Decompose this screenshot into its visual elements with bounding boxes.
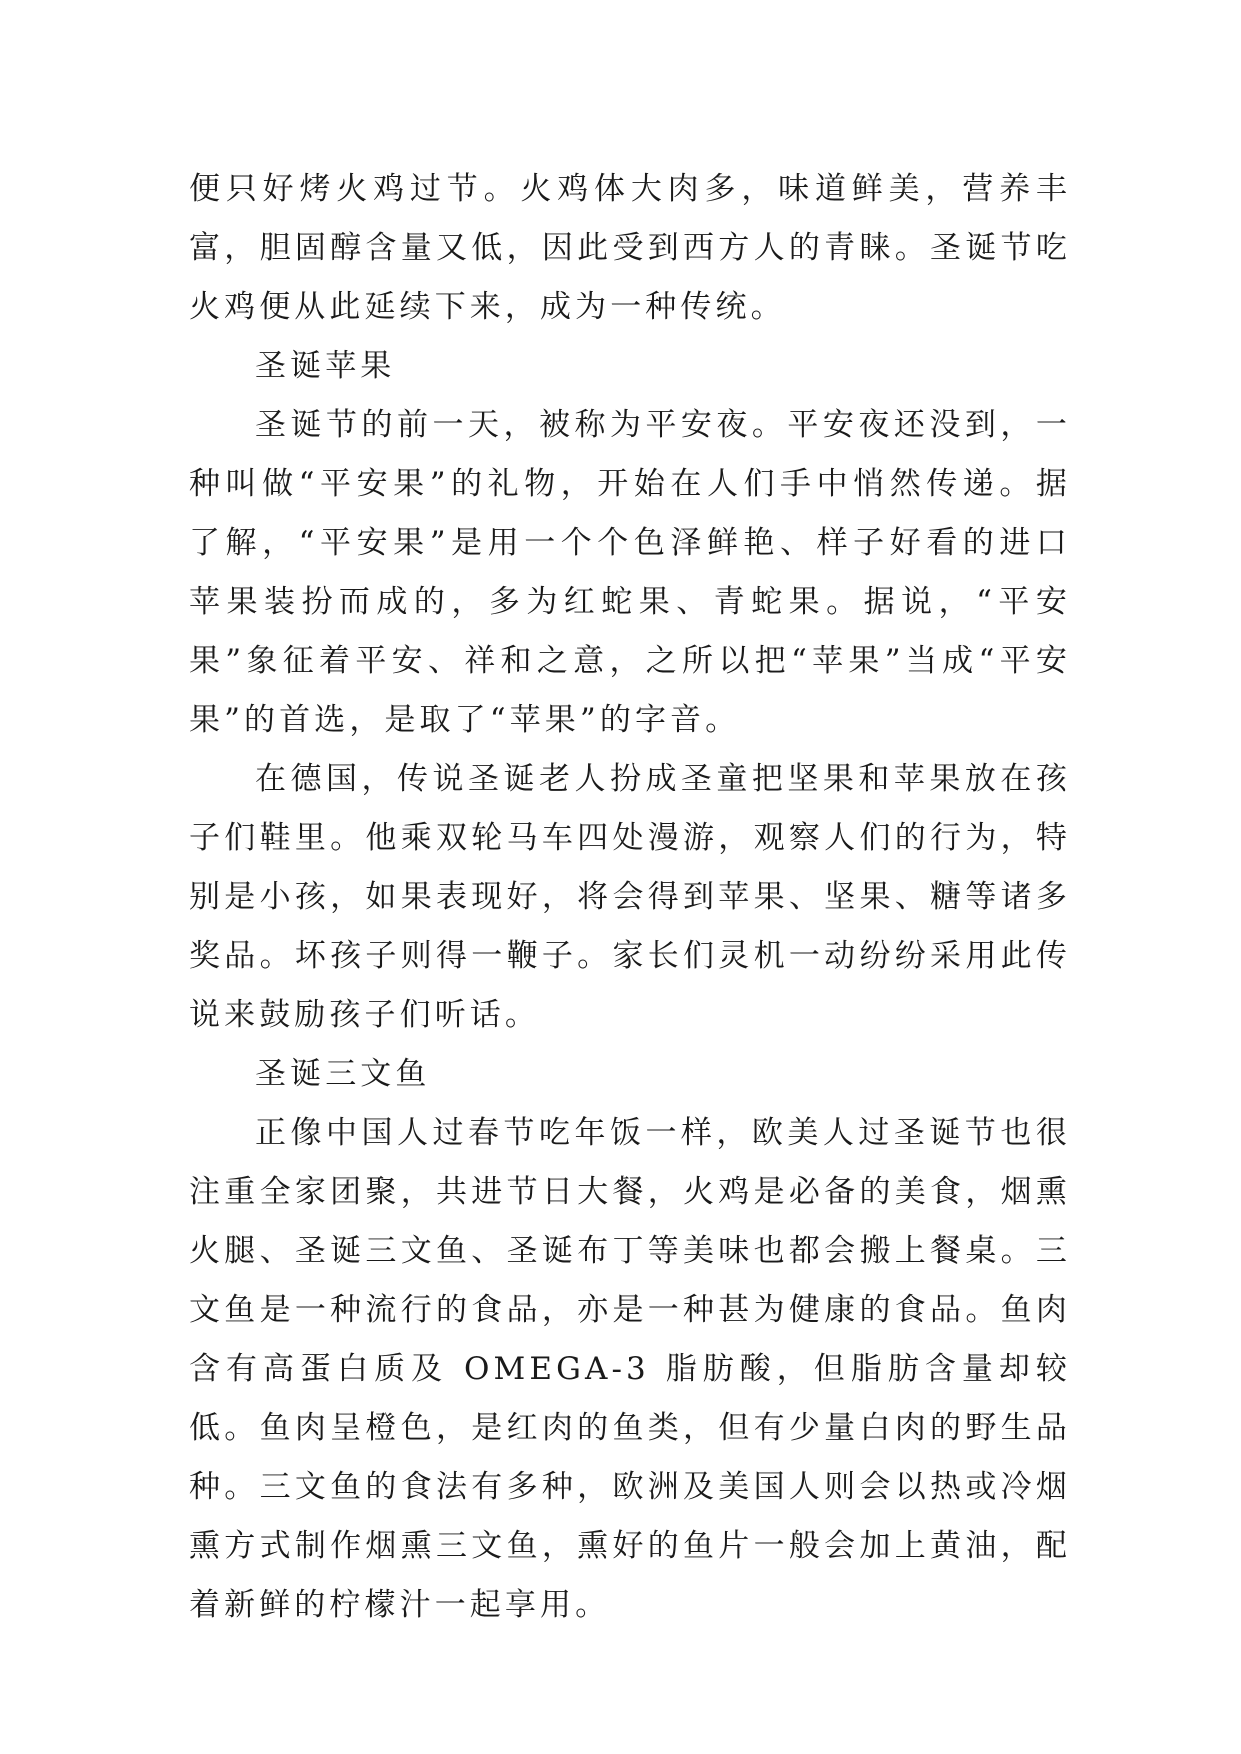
body-paragraph: 便只好烤火鸡过节。火鸡体大肉多，味道鲜美，营养丰富，胆固醇含量又低，因此受到西方人的青睐。圣诞节吃火鸡便从此延续下来，成为一种传统。 — [189, 171, 1071, 325]
body-paragraph: 圣诞节的前一天，被称为平安夜。平安夜还没到，一种叫做“平安果”的礼物，开始在人们手中悄然传递。据了解，“平安果”是用一个个色泽鲜艳、样子好看的进口苹果装扮而成的，多为红蛇果、青蛇果。据说，“平安果”象征着平安、祥和之意，之所以把“苹果”当成“平安果”的首选，是取了“苹果”的字音。 — [189, 407, 1071, 738]
section-heading: 圣诞苹果 — [255, 348, 396, 384]
document-page — [189, 160, 1071, 1674]
body-paragraph: 在德国，传说圣诞老人扮成圣童把坚果和苹果放在孩子们鞋里。他乘双轮马车四处漫游，观察人们的行为，特别是小孩，如果表现好，将会得到苹果、坚果、糖等诸多奖品。坏孩子则得一鞭子。家长们灵机一动纷纷采用此传说来鼓励孩子们听话。 — [189, 761, 1071, 1033]
section-heading: 圣诞三文鱼 — [255, 1056, 431, 1092]
body-paragraph: 正像中国人过春节吃年饭一样，欧美人过圣诞节也很注重全家团聚，共进节日大餐，火鸡是必备的美食，烟熏火腿、圣诞三文鱼、圣诞布丁等美味也都会搬上餐桌。三文鱼是一种流行的食品，亦是一种甚为健康的食品。鱼肉含有高蛋白质及 OMEGA-3 脂肪酸，但脂肪含量却较低。鱼肉呈橙色，是红肉的鱼类，但有少量白肉的野生品种。三文鱼的食法有多种，欧洲及美国人则会以热或冷烟熏方式制作烟熏三文鱼，熏好的鱼片一般会加上黄油，配着新鲜的柠檬汁一起享用。 — [189, 1115, 1071, 1623]
